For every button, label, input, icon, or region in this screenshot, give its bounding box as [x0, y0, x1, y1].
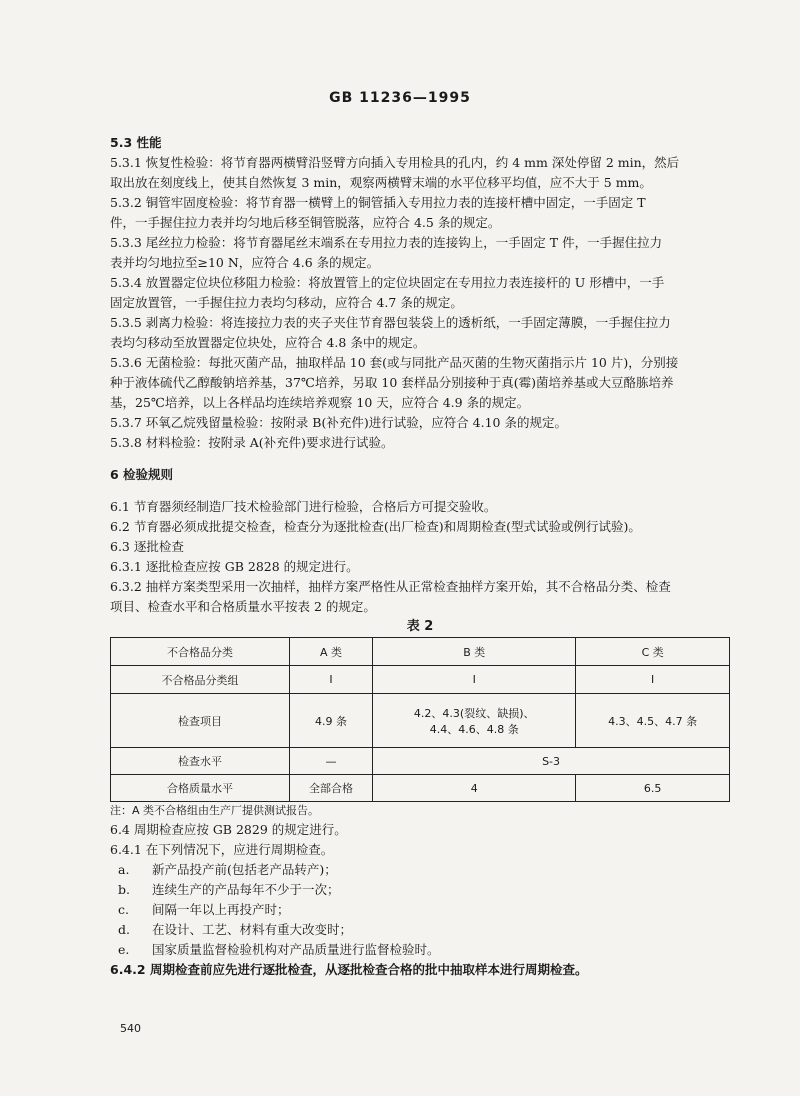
- list-item: [110, 940, 730, 960]
- table-header-cell: C 类: [576, 638, 730, 666]
- paragraph-line: 6.4 周期检查应按 GB 2829 的规定进行。: [110, 822, 347, 837]
- list-item: [110, 860, 730, 880]
- paragraph-line: 件，一手握住拉力表并均匀地后移至铜管脱落，应符合 4.5 条的规定。: [110, 215, 501, 230]
- table-cell: 不合格品分类组: [111, 666, 290, 694]
- section-6-title: 6 检验规则: [110, 467, 174, 482]
- list-item-label: a.: [118, 862, 130, 877]
- table-cell: I: [290, 666, 373, 694]
- table-row: [111, 666, 730, 694]
- table-cell: 检查项目: [111, 694, 290, 748]
- paragraph-line: 固定放置管，一手握住拉力表均匀移动，应符合 4.7 条的规定。: [110, 295, 463, 310]
- paragraph-line: 6.3.1 逐批检查应按 GB 2828 的规定进行。: [110, 559, 359, 574]
- standard-code-header: GB 11236—1995: [329, 90, 471, 106]
- list-item: [110, 920, 730, 940]
- table-row: [111, 694, 730, 748]
- list-item-text: 国家质量监督检验机构对产品质量进行监督检验时。: [152, 942, 440, 957]
- table-cell: 合格质量水平: [111, 775, 290, 802]
- section-5-3-title: 5.3 性能: [110, 135, 162, 150]
- list-item-label: b.: [118, 882, 130, 897]
- table-header-cell: B 类: [373, 638, 576, 666]
- table-cell: 4.3、4.5、4.7 条: [576, 694, 730, 748]
- list-item: [110, 900, 730, 920]
- paragraph-line: 5.3.3 尾丝拉力检验：将节育器尾丝末端系在专用拉力表的连接钩上，一手固定 T 件，一手握住拉力: [110, 235, 663, 250]
- paragraph-line: 项目、检查水平和合格质量水平按表 2 的规定。: [110, 599, 376, 614]
- table-cell: 检查水平: [111, 748, 290, 775]
- page-number: 540: [120, 1022, 141, 1035]
- paragraph-line: 5.3.8 材料检验：按附录 A(补充件)要求进行试验。: [110, 435, 394, 450]
- paragraph-line: 6.1 节育器须经制造厂技术检验部门进行检验，合格后方可提交验收。: [110, 499, 497, 514]
- list-item-text: 间隔一年以上再投产时；: [152, 902, 290, 917]
- table-header-cell: A 类: [290, 638, 373, 666]
- paragraph-line: 6.4.2 周期检查前应先进行逐批检查，从逐批检查合格的批中抽取样本进行周期检查。: [110, 962, 588, 977]
- table-cell: —: [290, 748, 373, 775]
- paragraph-line: 5.3.6 无菌检验：每批灭菌产品，抽取样品 10 套(或与同批产品灭菌的生物灭菌指示片 10 片)，分别接: [110, 355, 679, 370]
- list-item-text: 在设计、工艺、材料有重大改变时；: [152, 922, 353, 937]
- table-cell: [373, 694, 576, 748]
- paragraph-line: 6.3.2 抽样方案类型采用一次抽样，抽样方案严格性从正常检查抽样方案开始，其不合格品分类、检查: [110, 579, 671, 594]
- list-item-text: 新产品投产前(包括老产品转产)；: [152, 862, 337, 877]
- table-cell: 6.5: [576, 775, 730, 802]
- paragraph-line: 6.4.1 在下列情况下，应进行周期检查。: [110, 842, 334, 857]
- paragraph-line: 表均匀移动至放置器定位块处，应符合 4.8 条中的规定。: [110, 335, 426, 350]
- list-item-label: c.: [118, 902, 129, 917]
- paragraph-line: 5.3.4 放置器定位块位移阻力检验：将放置管上的定位块固定在专用拉力表连接杆的 U 形槽中，一手: [110, 275, 665, 290]
- paragraph-line: 5.3.7 环氧乙烷残留量检验：按附录 B(补充件)进行试验，应符合 4.10 条的规定。: [110, 415, 567, 430]
- table-cell: 4.9 条: [290, 694, 373, 748]
- table-title: 表 2: [406, 619, 434, 634]
- paragraph-line: 取出放在刻度线上，使其自然恢复 3 min，观察两横臂末端的水平位移平均值，应不大于 5 mm。: [110, 175, 652, 190]
- table-cell: S-3: [373, 748, 730, 775]
- table-row: [111, 775, 730, 802]
- paragraph-line: 种于液体硫代乙醇酸钠培养基，37℃培养，另取 10 套样品分别接种于真(霉)菌培养基或大豆酪胨培养: [110, 375, 674, 390]
- cell-line: 4.2、4.3(裂纹、缺损)、: [413, 706, 535, 720]
- table-note: 注：A 类不合格组由生产厂提供测试报告。: [110, 804, 320, 817]
- list-item: [110, 880, 730, 900]
- cell-line: 4.4、4.6、4.8 条: [429, 722, 519, 736]
- list-item-label: d.: [118, 922, 130, 937]
- table-2: [110, 637, 730, 802]
- document-body: [110, 133, 730, 980]
- list-item-label: e.: [118, 942, 130, 957]
- paragraph-line: 6.3 逐批检查: [110, 539, 184, 554]
- table-row: [111, 748, 730, 775]
- table-cell: 4: [373, 775, 576, 802]
- paragraph-line: 表并均匀地拉至≥10 N，应符合 4.6 条的规定。: [110, 255, 380, 270]
- table-cell: I: [576, 666, 730, 694]
- table-header-row: [111, 638, 730, 666]
- paragraph-line: 基，25℃培养，以上各样品均连续培养观察 10 天，应符合 4.9 条的规定。: [110, 395, 530, 410]
- list-item-text: 连续生产的产品每年不少于一次；: [152, 882, 340, 897]
- paragraph-line: 5.3.2 铜管牢固度检验：将节育器一横臂上的铜管插入专用拉力表的连接杆槽中固定，一手固定 T: [110, 195, 646, 210]
- table-cell: I: [373, 666, 576, 694]
- table-header-cell: 不合格品分类: [111, 638, 290, 666]
- paragraph-line: 5.3.5 剥离力检验：将连接拉力表的夹子夹住节育器包装袋上的透析纸，一手固定薄膜，一手握住拉力: [110, 315, 671, 330]
- table-cell: 全部合格: [290, 775, 373, 802]
- paragraph-line: 6.2 节育器必须成批提交检查，检查分为逐批检查(出厂检查)和周期检查(型式试验或例行试验)。: [110, 519, 641, 534]
- paragraph-line: 5.3.1 恢复性检验：将节育器两横臂沿竖臂方向插入专用检具的孔内，约 4 mm 深处停留 2 min，然后: [110, 155, 680, 170]
